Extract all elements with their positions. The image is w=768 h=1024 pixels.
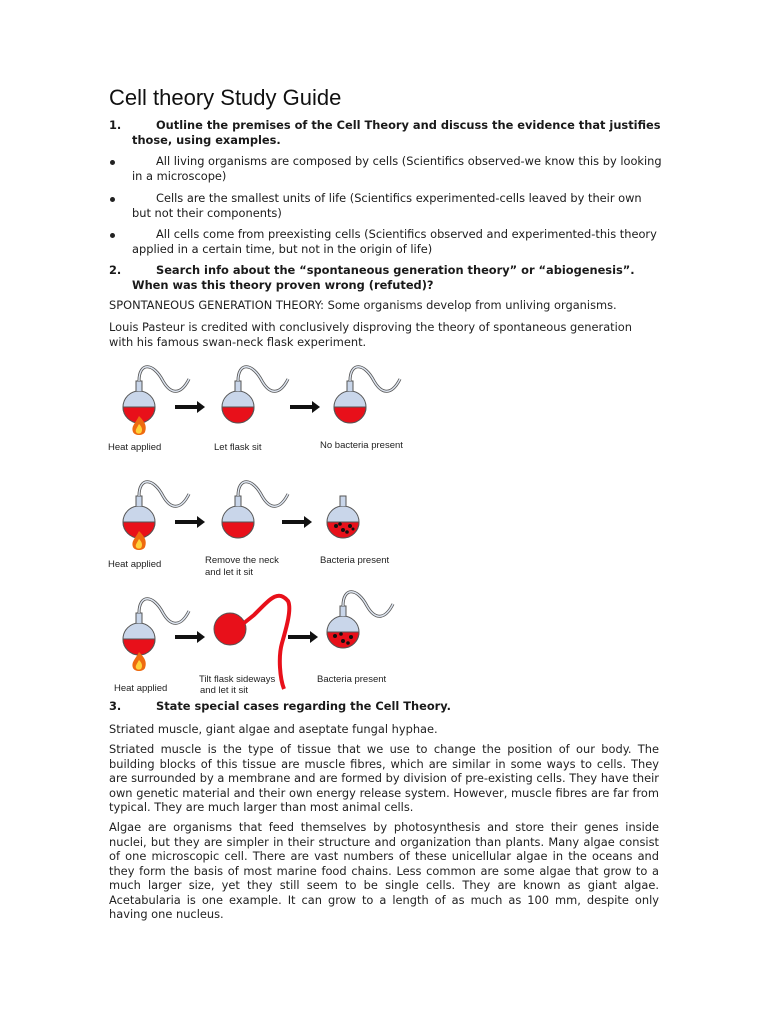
flask-heated <box>123 599 189 655</box>
label-tilt-flask: Tilt flask sideways <box>199 674 276 685</box>
label-let-it-sit: and let it sit <box>205 567 254 578</box>
arrow-icon <box>282 516 312 528</box>
label-let-flask-sit: Let flask sit <box>214 442 262 453</box>
q3-paragraph-2: Striated muscle is the type of tissue that we use to change the position of our body. The building blocks of this tissue are muscle fibres, which are similar in some ways to cells. They are surrounded by a membrane and are formed by division of pre-existing cells. They have their own genetic material and their own energy release system. However, muscle fibres are far from typical. They are much larger than most animal cells. <box>109 742 659 814</box>
page-title: Cell theory Study Guide <box>109 85 342 110</box>
q1-bullet-2: Cells are the smallest units of life (Scientifics experimented-cells leaved by their own but not their components) <box>132 191 642 220</box>
bullet-dot <box>110 197 115 202</box>
q2-paragraph-2: Louis Pasteur is credited with conclusively disproving the theory of spontaneous generation with his famous swan-neck flask experiment. <box>109 320 633 349</box>
swan-neck-flask-figure <box>100 352 430 697</box>
arrow-icon <box>175 516 205 528</box>
q3-paragraph-3: Algae are organisms that feed themselves by photosynthesis and store their genes inside nuclei, but they are simpler in their structure and organization than plants. Many algae consist of one microscopic cell. There are vast numbers of these unicellular algae in the oceans and they form the basis of most marine food chains. Less common are some algae that grow to a much larger size, yet they still seem to be single cells. They are known as giant algae. Acetabularia is one example. It can grow to a length of as much as 100 mm, despite only having one nucleus. <box>109 820 659 921</box>
label-remove-neck: Remove the neck <box>205 555 279 566</box>
flask-no-bacteria <box>334 367 400 423</box>
flask-heated <box>123 367 189 423</box>
bullet-dot <box>110 233 115 238</box>
bullet-dot <box>110 160 115 165</box>
q1-number: 1. <box>109 118 122 132</box>
flask-contaminated <box>327 592 393 648</box>
q2-number: 2. <box>109 263 122 277</box>
q3-question: State special cases regarding the Cell Theory. <box>156 699 451 713</box>
q2-question: Search info about the “spontaneous generation theory” or “abiogenesis”. When was this theory proven wrong (refuted)? <box>132 263 635 292</box>
label-heat-applied: Heat applied <box>108 442 162 453</box>
flask-sitting <box>222 367 288 423</box>
label-no-bacteria: No bacteria present <box>320 440 403 451</box>
flask-neck-removed <box>327 496 359 538</box>
arrow-icon <box>288 631 318 643</box>
arrow-icon <box>175 631 205 643</box>
label-heat-applied: Heat applied <box>108 559 162 570</box>
arrow-icon <box>290 401 320 413</box>
label-bacteria-present: Bacteria present <box>320 555 390 566</box>
q1-bullet-1: All living organisms are composed by cells (Scientifics observed-we know this by looking in a microscope) <box>132 154 662 183</box>
flask-row-3 <box>114 592 393 696</box>
q3-number: 3. <box>109 699 122 713</box>
q3-paragraph-1: Striated muscle, giant algae and aseptate fungal hyphae. <box>109 722 438 736</box>
label-heat-applied: Heat applied <box>114 683 168 694</box>
flask-neck-intact <box>222 482 288 538</box>
flask-heated <box>123 482 189 538</box>
flask-row-1 <box>108 367 403 453</box>
label-let-it-sit: and let it sit <box>200 685 249 696</box>
flask-row-2 <box>108 482 390 578</box>
q1-question: Outline the premises of the Cell Theory and discuss the evidence that justifies those, using examples. <box>132 118 661 147</box>
label-bacteria-present: Bacteria present <box>317 674 387 685</box>
q1-bullet-3: All cells come from preexisting cells (Scientifics observed and experimented-this theory applied in a certain time, but not in the origin of life) <box>132 227 657 256</box>
arrow-icon <box>175 401 205 413</box>
q2-paragraph-1: SPONTANEOUS GENERATION THEORY: Some organisms develop from unliving organisms. <box>109 298 617 312</box>
